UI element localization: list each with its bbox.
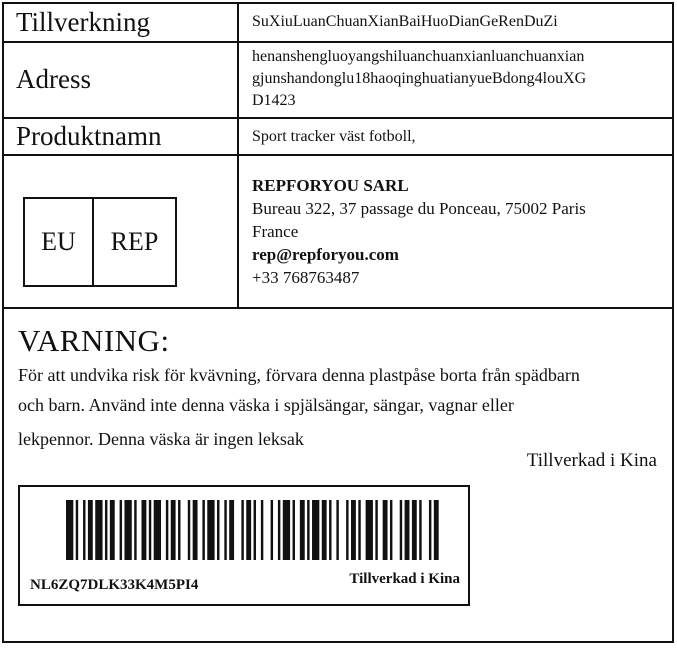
barcode-bar	[261, 500, 263, 560]
barcode-bar	[412, 500, 417, 560]
barcode-bar	[105, 500, 107, 560]
barcode-bar	[178, 500, 180, 560]
barcode-bar	[390, 500, 392, 560]
barcode-bar	[149, 500, 151, 560]
eu-rep-badge	[23, 197, 177, 287]
eu-rep-email: rep@repforyou.com	[252, 245, 399, 264]
address-value	[252, 46, 668, 112]
address-line: henanshengluoyangshiluanchuanxianluanchuanxian	[252, 48, 585, 65]
barcode-bar	[293, 500, 295, 560]
barcode-bar	[383, 500, 388, 560]
barcode-bar	[83, 500, 85, 560]
barcode-bar	[300, 500, 305, 560]
divider	[2, 41, 674, 43]
barcode-bar	[329, 500, 331, 560]
barcode-bar	[419, 500, 421, 560]
divider	[2, 154, 674, 156]
barcode-bar	[375, 500, 377, 560]
barcode-bar	[120, 500, 122, 560]
barcode-bar	[171, 500, 176, 560]
warning-line: För att undvika risk för kvävning, förvara denna plastpåse borta från spädbarn	[18, 365, 580, 385]
barcode-bar	[322, 500, 327, 560]
barcode-bar	[110, 500, 115, 560]
column-divider	[237, 2, 239, 309]
barcode-bar	[254, 500, 256, 560]
barcode-bar	[283, 500, 290, 560]
eu-rep-phone: +33 768763487	[252, 268, 360, 287]
barcode-bar	[193, 500, 198, 560]
barcode-bar	[405, 500, 410, 560]
divider	[2, 117, 674, 119]
barcode-code: NL6ZQ7DLK33K4M5PI4	[30, 577, 199, 593]
barcode-bar	[217, 500, 219, 560]
address-label: Adress	[16, 64, 91, 94]
barcode-bar	[366, 500, 373, 560]
barcode-bar	[188, 500, 190, 560]
barcode-bar	[88, 500, 93, 560]
warning-title: VARNING:	[18, 323, 170, 358]
barcode-bar	[202, 500, 204, 560]
barcode-bar	[95, 500, 102, 560]
barcode-bar	[336, 500, 338, 560]
barcode-bar	[307, 500, 309, 560]
product-name-value: Sport tracker väst fotboll,	[252, 128, 416, 145]
manufacturer-label: Tillverkning	[16, 7, 151, 37]
barcode-bar	[224, 500, 226, 560]
barcode-bar	[134, 500, 136, 560]
address-line: gjunshandonglu18haoqinghuatianyueBdong4louXG	[252, 70, 587, 87]
barcode-bar	[246, 500, 251, 560]
eu-rep-badge-eu: EU	[25, 199, 94, 285]
warning-line: och barn. Använd inte denna väska i spjälsängar, sängar, vagnar eller	[18, 395, 514, 415]
product-name-label: Produktnamn	[16, 121, 162, 151]
barcode-image	[66, 500, 446, 560]
barcode-bar	[351, 500, 356, 560]
barcode-bar	[229, 500, 234, 560]
barcode-bar	[142, 500, 147, 560]
eu-rep-badge-rep: REP	[110, 227, 159, 256]
barcode-bar	[346, 500, 348, 560]
warning-line: lekpennor. Denna väska är ingen leksak	[18, 429, 304, 449]
eu-rep-company: REPFORYOU SARL	[252, 176, 409, 195]
eu-rep-details	[252, 174, 668, 289]
barcode-bar	[207, 500, 214, 560]
warning-text	[18, 360, 658, 454]
barcode-bar	[124, 500, 131, 560]
barcode-bar	[429, 500, 431, 560]
manufacturer-value: SuXiuLuanChuanXianBaiHuoDianGeRenDuZi	[252, 13, 558, 30]
barcode-bar	[154, 500, 161, 560]
barcode-bar	[400, 500, 402, 560]
eu-rep-street: Bureau 322, 37 passage du Ponceau, 75002 Paris	[252, 199, 586, 218]
barcode-bar	[241, 500, 243, 560]
barcode-bar	[358, 500, 360, 560]
barcode-box	[18, 485, 470, 606]
divider	[2, 307, 674, 309]
barcode-bar	[166, 500, 168, 560]
barcode-made-in: Tillverkad i Kina	[349, 571, 460, 587]
barcode-bar	[278, 500, 280, 560]
barcode-bar	[271, 500, 273, 560]
barcode-bar	[76, 500, 78, 560]
barcode-bar	[312, 500, 319, 560]
address-line: D1423	[252, 92, 296, 109]
barcode-bar	[66, 500, 73, 560]
made-in-text: Tillverkad i Kina	[526, 450, 657, 471]
eu-rep-country: France	[252, 222, 299, 241]
barcode-bar	[434, 500, 439, 560]
